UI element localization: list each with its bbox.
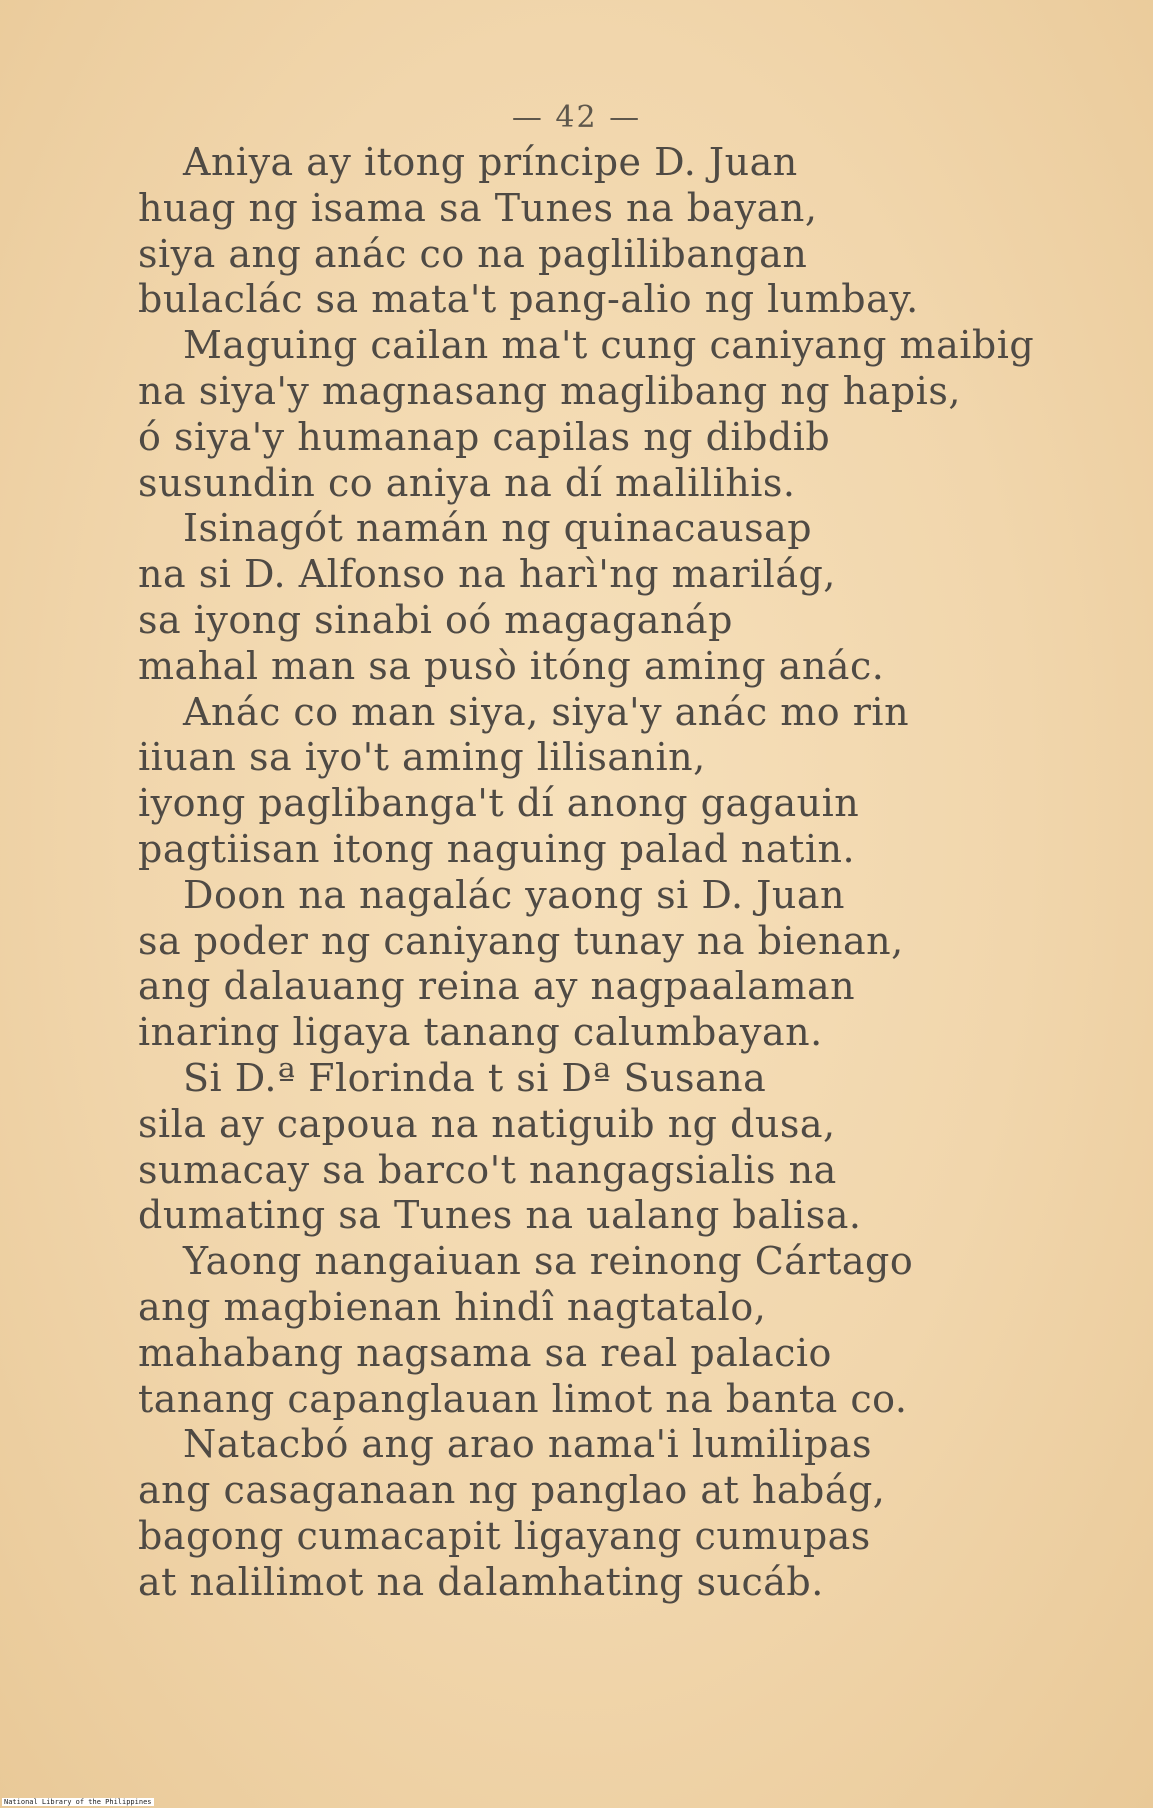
verse-line: tanang capanglauan limot na banta co. [138, 1376, 908, 1421]
verse-line: na siya'y magnasang maglibang ng hapis, [138, 368, 961, 413]
verse-line: ang casaganaan ng panglao at habág, [138, 1468, 886, 1513]
verse-line: dumating sa Tunes na ualang balisa. [138, 1193, 862, 1238]
stanza [138, 1239, 1098, 1422]
page-number: — 42 — [511, 100, 642, 135]
stanza [138, 140, 1098, 323]
footer-credit: National Library of the Philippines [4, 1798, 152, 1806]
verse-line: huag ng isama sa Tunes na bayan, [138, 185, 818, 230]
stanza [138, 690, 1098, 873]
verse-line: ang dalauang reina ay nagpaalaman [138, 964, 856, 1009]
verse-line: susundin co aniya na dí malilihis. [138, 460, 796, 505]
verse-line: Natacbó ang arao nama'i lumilipas [183, 1422, 872, 1467]
verse-line: sa iyong sinabi oó magaganáp [138, 597, 733, 642]
verse-line: Aniya ay itong príncipe D. Juan [183, 140, 798, 184]
verse-line: sumacay sa barco't nangagsialis na [138, 1147, 837, 1192]
stanza [138, 323, 1098, 506]
verse-line: ang magbienan hindî nagtatalo, [138, 1284, 767, 1329]
verse-line: sila ay capoua na natiguib ng dusa, [138, 1101, 836, 1146]
verse-line: at nalilimot na dalamhating sucáb. [138, 1559, 824, 1604]
verse-line: inaring ligaya tanang calumbayan. [138, 1010, 823, 1055]
verse-line: bulaclác sa mata't pang-alio ng lumbay. [138, 277, 919, 322]
verse-line: Isinagót namán ng quinacausap [183, 506, 813, 551]
verse-line: bagong cumacapit ligayang cumupas [138, 1513, 871, 1558]
poem-body [138, 140, 1098, 1606]
stanza [138, 1056, 1098, 1239]
verse-line: pagtiisan itong naguing palad natin. [138, 826, 856, 871]
verse-line: iyong paglibanga't dí anong gagauin [138, 781, 860, 826]
verse-line: Yaong nangaiuan sa reinong Cártago [183, 1239, 914, 1284]
verse-line: na si D. Alfonso na harì'ng marilág, [138, 552, 836, 597]
stanza [138, 1422, 1098, 1605]
verse-line: Si D.ª Florinda t si Dª Susana [183, 1055, 767, 1100]
verse-line: sa poder ng caniyang tunay na bienan, [138, 918, 904, 963]
stanza [138, 873, 1098, 1056]
verse-line: ó siya'y humanap capilas ng dibdib [138, 414, 831, 459]
verse-line: iiuan sa iyo't aming lilisanin, [138, 735, 706, 780]
verse-line: mahabang nagsama sa real palacio [138, 1330, 832, 1375]
verse-line: Anác co man siya, siya'y anác mo rin [183, 689, 910, 734]
verse-line: Maguing cailan ma't cung caniyang maibig [183, 323, 1035, 368]
verse-line: Doon na nagalác yaong si D. Juan [183, 872, 845, 917]
stanza [138, 506, 1098, 689]
verse-line: mahal man sa pusò itóng aming anác. [138, 643, 885, 688]
verse-line: siya ang anác co na paglilibangan [138, 231, 808, 276]
